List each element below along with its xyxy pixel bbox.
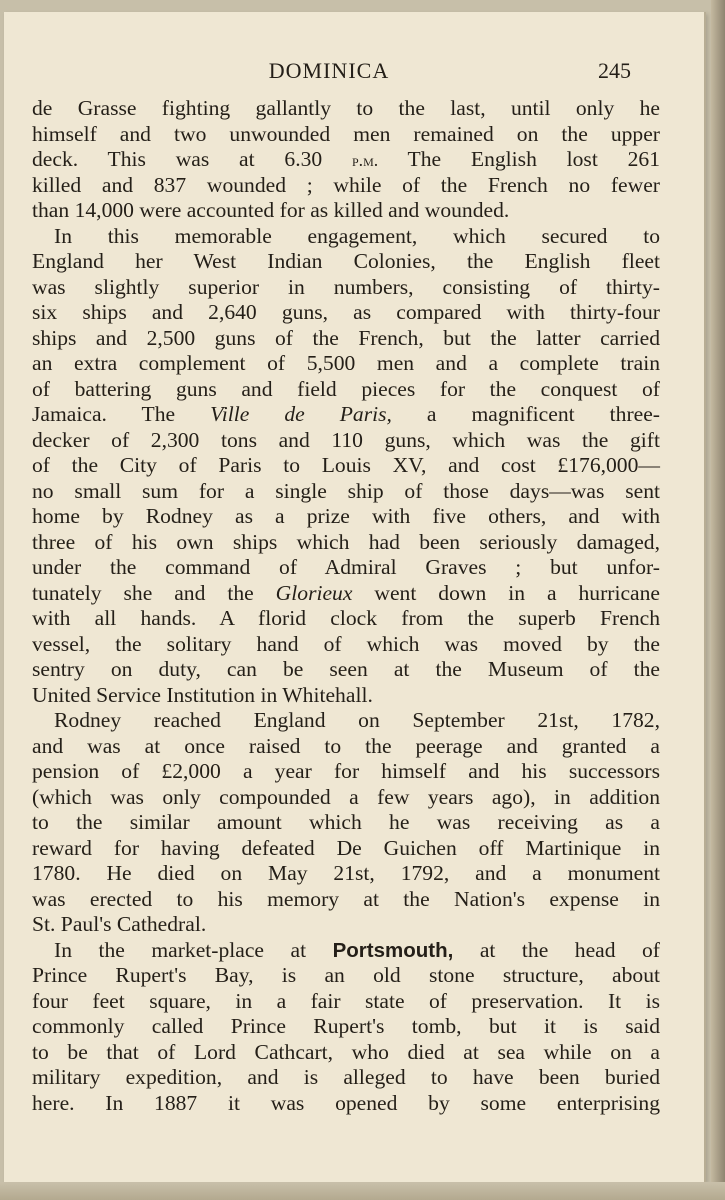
text-line: and was at once raised to the peerage and granted a — [32, 733, 660, 758]
text-line: killed and 837 wounded ; while of the French no fewer — [32, 172, 660, 197]
page-edge-bottom — [0, 1182, 725, 1200]
text-line: himself and two unwounded men remained on the upper — [32, 121, 660, 146]
text-line: Prince Rupert's Bay, is an old stone structure, about — [32, 963, 660, 987]
text-line: United Service Institution in Whitehall. — [32, 682, 373, 707]
text-line: In this memorable engagement, which secured to — [54, 223, 660, 248]
text-line: of the City of Paris to Louis XV, and cost £176,000— — [32, 453, 660, 477]
text-line: (which was only compounded a few years ago), in addition — [32, 784, 660, 809]
text-line: under the command of Admiral Graves ; but unfor- — [32, 555, 660, 579]
text-line: commonly called Prince Rupert's tomb, but it is said — [32, 1014, 660, 1038]
text-line: ships and 2,500 guns of the French, but the latter carried — [32, 325, 660, 350]
text-line: decker of 2,300 tons and 110 guns, which was the gift — [32, 427, 660, 452]
text-line: vessel, the solitary hand of which was moved by the — [32, 631, 660, 656]
text-line: de Grasse fighting gallantly to the last, until only he — [32, 96, 660, 120]
text-line: here. In 1887 it was opened by some enterprising — [32, 1090, 660, 1115]
text-line — [32, 402, 660, 428]
text-line: 1780. He died on May 21st, 1792, and a monument — [32, 861, 660, 885]
text-segment: deck. This was at 6.30 — [32, 147, 352, 171]
text-line: Rodney reached England on September 21st, 1782, — [54, 708, 660, 732]
text-line: military expedition, and is alleged to have been buried — [32, 1065, 660, 1089]
text-line — [32, 147, 660, 173]
text-segment: a magnificent three- — [391, 402, 660, 426]
text-line: was erected to his memory at the Nation's expense in — [32, 886, 660, 911]
text-line: pension of £2,000 a year for himself and his successors — [32, 759, 660, 783]
body-text — [32, 96, 660, 1116]
text-line: reward for having defeated De Guichen off Martinique in — [32, 835, 660, 860]
text-line: home by Rodney as a prize with five others, and with — [32, 504, 660, 528]
page-edge-right — [711, 0, 725, 1200]
text-line: an extra complement of 5,500 men and a complete train — [32, 351, 660, 375]
text-line: with all hands. A florid clock from the superb French — [32, 606, 660, 630]
text-line: to the similar amount which he was receiving as a — [32, 810, 660, 834]
text-line: no small sum for a single ship of those days—was sent — [32, 478, 660, 503]
text-line: was slightly superior in numbers, consisting of thirty- — [32, 274, 660, 299]
ship-name: Glorieux — [275, 580, 353, 605]
page-title: DOMINICA — [268, 58, 390, 83]
text-line: St. Paul's Cathedral. — [32, 912, 207, 936]
running-head — [4, 58, 704, 86]
text-line: six ships and 2,640 guns, as compared with thirty-four — [32, 300, 660, 324]
book-page — [4, 12, 706, 1182]
text-line — [32, 581, 660, 607]
time-abbreviation: p.m. — [351, 150, 379, 170]
ship-name: Ville de Paris, — [210, 402, 392, 426]
text-line: than 14,000 were accounted for as killed and wounded. — [32, 198, 510, 222]
text-line: four feet square, in a fair state of preservation. It is — [32, 988, 660, 1013]
page-number: 245 — [598, 58, 631, 83]
text-line: sentry on duty, can be seen at the Museum of the — [32, 657, 660, 681]
text-line: England her West Indian Colonies, the English fleet — [32, 249, 660, 273]
text-line: to be that of Lord Cathcart, who died at sea while on a — [32, 1039, 660, 1064]
text-segment: The English lost 261 — [378, 147, 660, 171]
text-segment: In the market-place at — [54, 937, 333, 962]
place-name: Portsmouth, — [332, 938, 454, 962]
text-line: three of his own ships which had been seriously damaged, — [32, 529, 660, 554]
text-segment: at the head of — [453, 937, 660, 962]
text-segment: went down in a hurricane — [352, 580, 661, 605]
text-segment: Jamaica. The — [32, 402, 211, 426]
text-line: of battering guns and field pieces for the conquest of — [32, 376, 660, 401]
text-line — [32, 938, 660, 964]
text-segment: tunately she and the — [32, 580, 276, 605]
